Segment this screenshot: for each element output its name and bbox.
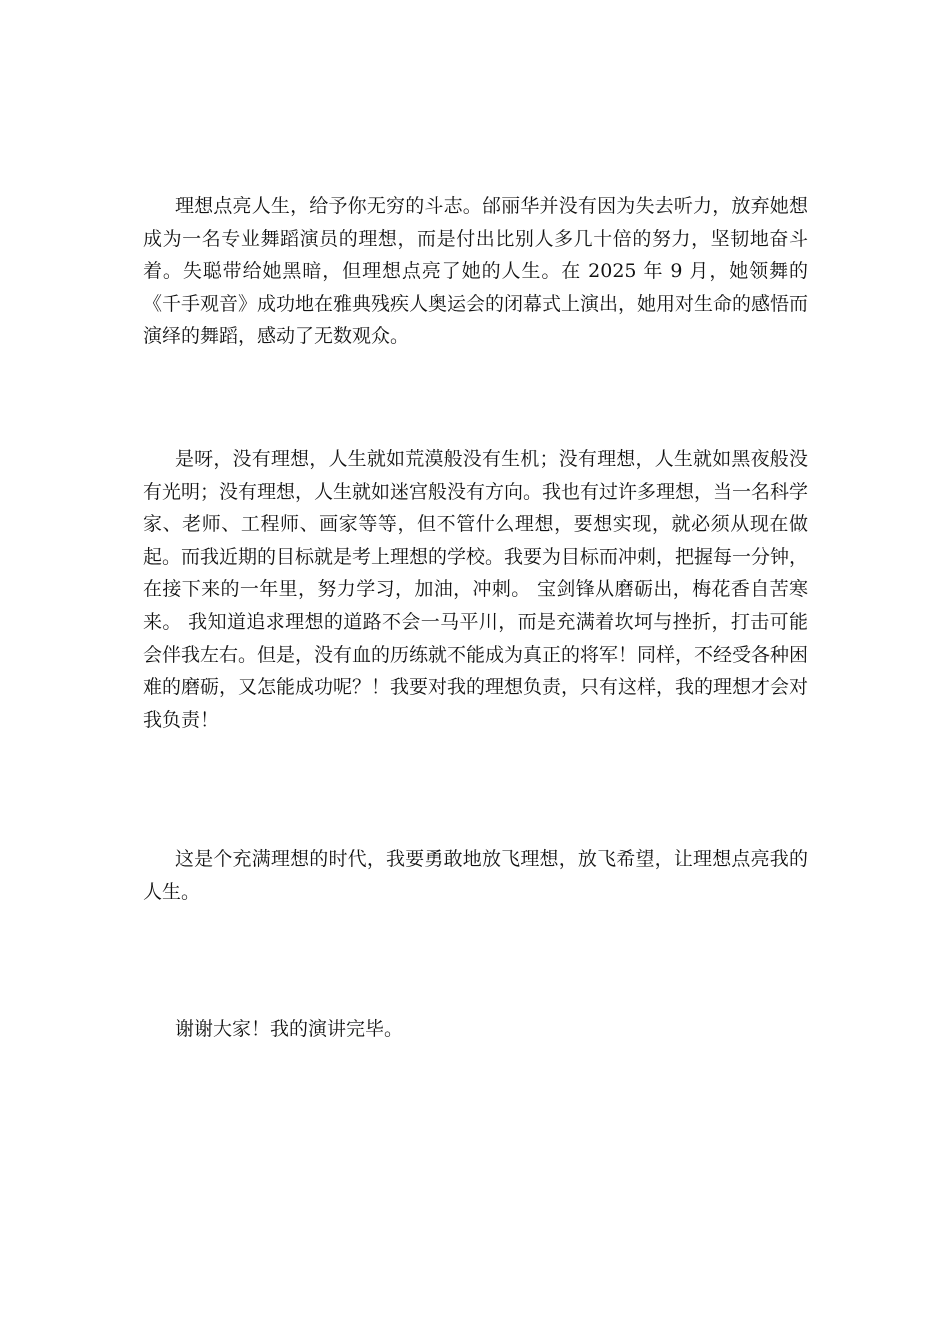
paragraph-era-of-ideals: 这是个充满理想的时代，我要勇敢地放飞理想，放飞希望，让理想点亮我的人生。 [143, 848, 808, 903]
paragraph-ideal-lights-life: 理想点亮人生，给予你无穷的斗志。邰丽华并没有因为失去听力，放弃她想成为一名专业舞蹈演员的理想，而是付出比别人多几十倍的努力，坚韧地奋斗着。失聪带给她黑暗，但理想点亮了她的人生。在 2025 年 9 月，她领舞的《千手观音》成功地在雅典残疾人奥运会的闭幕式上演出，她用对生命的感悟而演绎的舞蹈，感动了无数观众。 [143, 195, 809, 348]
paragraph-without-ideals: 是呀，没有理想，人生就如荒漠般没有生机；没有理想，人生就如黑夜般没有光明；没有理想，人生就如迷宫般没有方向。我也有过许多理想，当一名科学家、老师、工程师、画家等等，但不管什么理想，要想实现，就必须从现在做起。而我近期的目标就是考上理想的学校。我要为目标而冲刺，把握每一分钟，在接下来的一年里，努力学习，加油，冲刺。 宝剑锋从磨砺出，梅花香自苦寒来。 我知道追求理想的道路不会一马平川，而是充满着坎坷与挫折，打击可能会伴我左右。但是，没有血的历练就不能成为真正的将军！同样，不经受各种困难的磨砺，又怎能成功呢？！我要对我的理想负责，只有这样，我的理想才会对我负责！ [143, 448, 809, 731]
paragraph-closing-thanks: 谢谢大家！我的演讲完毕。 [175, 1018, 404, 1040]
